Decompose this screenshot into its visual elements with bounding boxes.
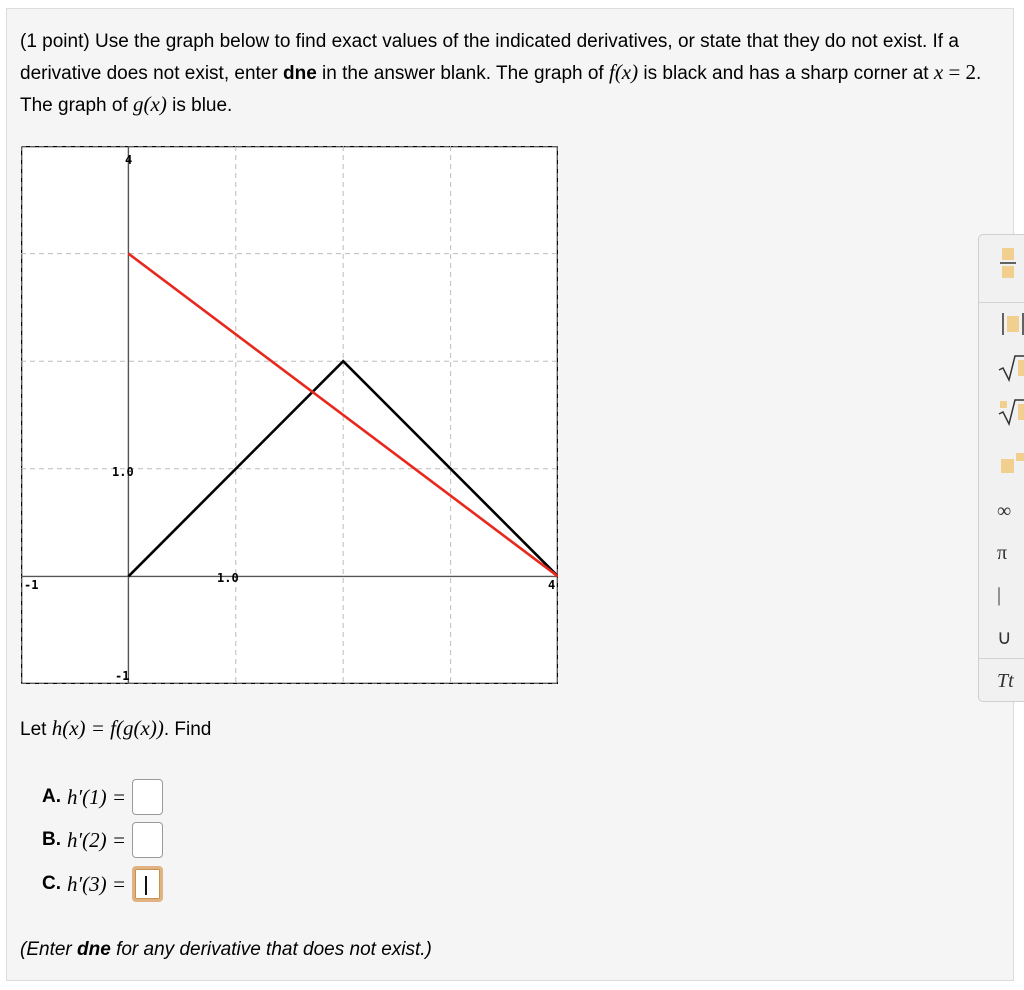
union-button[interactable]: [979, 615, 1024, 659]
instruction-text-5: is blue.: [166, 95, 233, 116]
absolute-value-button[interactable]: [979, 302, 1024, 346]
tick-label-y-bottom: -1: [115, 669, 130, 683]
answer-row-c: [42, 862, 163, 906]
bar-button[interactable]: [979, 573, 1024, 617]
f-of-x: f(x): [608, 60, 639, 84]
dne-note: [20, 939, 432, 961]
instruction-text-3: is black and has a sharp corner at: [638, 63, 934, 84]
instruction-text-2: in the answer blank. The graph of: [316, 63, 609, 84]
absolute-value-icon: [997, 309, 1024, 339]
dne-keyword: dne: [282, 63, 317, 84]
answer-expr-c: h′(3) =: [67, 871, 127, 896]
answer-label-c: C.: [42, 873, 61, 894]
answer-label-b: B.: [42, 829, 61, 850]
problem-statement: [20, 26, 1005, 121]
note-suffix: for any derivative that does not exist.): [110, 939, 432, 960]
tick-label-y-mid: 1.0: [112, 465, 134, 479]
instruction-text: Use the graph below to find exact values of the indicated derivatives, or state that they do not exist. If a derivative does not exist, enter: [20, 31, 959, 84]
exponent-button[interactable]: [979, 442, 1024, 486]
tick-label-x-mid: 1.0: [217, 571, 239, 585]
answer-row-a: [42, 775, 163, 819]
text-cursor: [145, 876, 147, 895]
union-icon: ∪: [997, 626, 1012, 649]
answer-label-a: A.: [42, 786, 61, 807]
equals-sign: =: [943, 60, 966, 84]
answer-expr-a: h′(1) =: [67, 784, 127, 809]
corner-value: 2: [965, 60, 977, 84]
tick-label-x-right: 4: [548, 578, 556, 592]
answer-expr-b: h′(2) =: [67, 827, 127, 852]
math-toolbar: [978, 234, 1024, 702]
infinity-icon: ∞: [997, 499, 1012, 522]
h-definition: h(x) = f(g(x)): [51, 716, 164, 740]
pi-icon: π: [997, 541, 1008, 564]
g-of-x: g(x): [133, 92, 167, 116]
vertical-bar-icon: |: [997, 583, 1002, 606]
text-style-icon: Tt: [997, 669, 1014, 692]
square-root-button[interactable]: [979, 346, 1024, 390]
infinity-button[interactable]: [979, 489, 1024, 533]
points-label: (1 point): [20, 31, 90, 52]
nth-root-icon: [997, 396, 1024, 428]
function-graph: [21, 146, 558, 684]
x-variable: x: [933, 60, 944, 84]
note-dne-keyword: dne: [77, 939, 111, 960]
find-statement: [20, 716, 211, 741]
instruction-text-4: . The graph of: [20, 63, 982, 116]
nth-root-button[interactable]: [979, 390, 1024, 434]
square-root-icon: [997, 352, 1024, 384]
fraction-icon: [997, 244, 1019, 282]
tick-label-y-top: 4: [125, 153, 133, 167]
note-prefix: (Enter: [20, 939, 78, 960]
answer-input-a[interactable]: [132, 779, 163, 815]
answer-input-b[interactable]: [132, 822, 163, 858]
tick-label-x-left: -1: [24, 578, 39, 592]
exponent-icon: [997, 448, 1024, 480]
answer-input-c[interactable]: [132, 866, 163, 902]
find-prefix: Let: [20, 719, 52, 740]
fraction-button[interactable]: [979, 241, 1024, 285]
find-suffix: . Find: [163, 719, 212, 740]
answer-row-b: [42, 818, 163, 862]
text-style-button[interactable]: [979, 659, 1024, 703]
pi-button[interactable]: [979, 531, 1024, 575]
